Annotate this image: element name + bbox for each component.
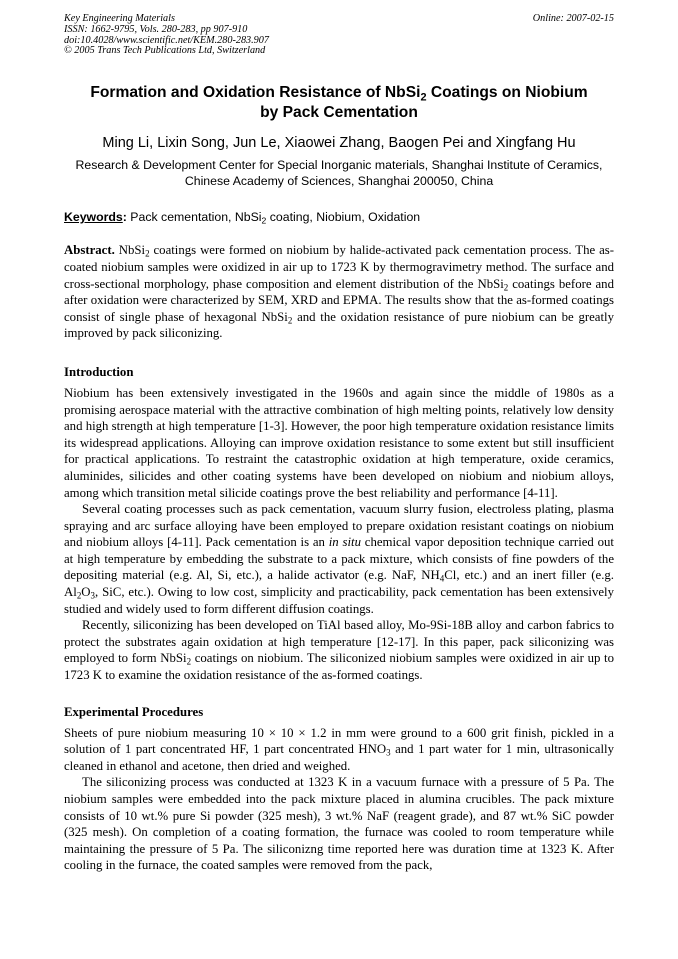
paper-title bbox=[64, 83, 614, 123]
keywords: Keywords: Pack cementation, NbSi$_2$ coating, Niobium, Oxidation bbox=[64, 210, 421, 226]
exp-paragraph-1: Sheets of pure niobium measuring 10 × 10 × 1.2 in mm were ground to a 600 grit finish, pickled in a solution of 1 part concentrated HF, 1 part concentrated $HNO_3$ and 1 part water for 1 min, ultrasonically cleaned in ethanol and acetone, then dried and weighed. bbox=[64, 725, 614, 773]
abstract-label: Abstract. bbox=[64, 243, 115, 258]
journal-info bbox=[64, 14, 269, 57]
affiliation bbox=[64, 158, 614, 189]
journal-header bbox=[64, 14, 614, 57]
intro-paragraph-1: Niobium has been extensively investigated in the 1960s and again since the middle of 1980s as a promising aerospace material with the attractive combination of high melting points, relatively low density and high strength at high temperature [1-3]. However, the poor high temperature oxidation resistance limits its widespread applications. Alloying can improve oxidation resistance to some extent but still insufficient for practical applications. To restraint the catastrophic oxidation at high temperature, oxide ceramics, aluminides, silicides and other coating systems have been developed on niobium and niobium alloys, among which transition metal silicide coatings prove the best reliability and performance [4-11]. bbox=[64, 385, 614, 500]
journal-name: Key Engineering Materials bbox=[64, 13, 175, 24]
introduction-heading: Introduction bbox=[64, 364, 134, 379]
intro-paragraph-3: Recently, siliconizing has been developed on TiAl based alloy, Mo-9Si-18B alloy and carbon fabrics to protect the substrates again oxidation at high temperature [12-17]. In this paper, pack siliconizing was employed to form NbSi$_2$ coatings on niobium. The siliconized niobium samples were oxidized in air up to 1723 K to examine the oxidation resistance of the as-formed coatings. bbox=[64, 618, 614, 683]
online-date: Online: 2007-02-15 bbox=[532, 13, 614, 24]
issn-line: ISSN: 1662-9795, Vols. 280-283, pp 907-910 bbox=[64, 23, 248, 35]
experimental-heading: Experimental Procedures bbox=[64, 704, 204, 719]
copyright-line: © 2005 Trans Tech Publications Ltd, Switzerland bbox=[64, 45, 266, 57]
abstract: Abstract. NbSi$_2$ coatings were formed on niobium by halide-activated pack cementation process. The as-coated niobium samples were oxidized in air up to 1723 K by thermogravimetry method. The surface and cross-sectional morphology, phase composition and element distribution of the NbSi$_2$ coatings before and after oxidation were characterized by SEM, XRD and EPMA. The results show that the as-formed coatings consist of single phase of hexagonal NbSi$_2$ and the oxidation resistance of pure niobium can be greatly improved by pack siliconizing. bbox=[64, 243, 615, 341]
affiliation-line-1: Research & Development Center for Special Inorganic materials, Shanghai Institute of Ceramics, bbox=[75, 158, 603, 173]
author-list: Ming Li, Lixin Song, Jun Le, Xiaowei Zhang, Baogen Pei and Xingfang Hu bbox=[102, 135, 576, 152]
title-line-2: by Pack Cementation bbox=[260, 104, 418, 122]
paper-page bbox=[64, 14, 614, 874]
affiliation-line-2: Chinese Academy of Sciences, Shanghai 200050, China bbox=[184, 173, 494, 188]
exp-paragraph-2: The siliconizing process was conducted at 1323 K in a vacuum furnace with a pressure of 5 Pa. The niobium samples were embedded into the pack mixture placed in alumina crucibles. The pack mixture consists of 10 wt.% pure Si powder (325 mesh), 3 wt.% NaF (reagent grade), and 87 wt.% SiC powder (325 mesh). On completion of a coating formation, the furnace was cooled to room temperature while maintaining the pressure of 5 Pa. The siliconizng time reported here was duration time at 1323 K. After cooling in the furnace, the coated samples were removed from the pack, bbox=[64, 775, 614, 873]
intro-paragraph-2: Several coating processes such as pack cementation, vacuum slurry fusion, electroless plating, plasma spraying and arc surface alloying have been employed to prepare oxidation resistant coatings on niobium and niobium alloys [4-11]. Pack cementation is an in situ chemical vapor deposition technique carried out at high temperature by embedding the substrate to a pack mixture, which consists of fine powders of the depositing material (e.g. Al, Si, etc.), a halide activator (e.g. NaF, $NH_4Cl$, etc.) and an inert filler (e.g. $Al_2O_3$, SiC, etc.). Owing to low cost, simplicity and practicability, pack cementation has been extensively studied and widely used to form different diffusion coatings. bbox=[64, 502, 614, 616]
doi-line: doi:10.4028/www.scientific.net/KEM.280-283.907 bbox=[64, 34, 269, 46]
introduction-section bbox=[64, 385, 614, 684]
experimental-section bbox=[64, 725, 614, 874]
keywords-label: Keywords bbox=[64, 210, 123, 225]
title-line-1: Formation and Oxidation Resistance of NbSi$_2$ Coatings on Niobium bbox=[90, 84, 588, 104]
